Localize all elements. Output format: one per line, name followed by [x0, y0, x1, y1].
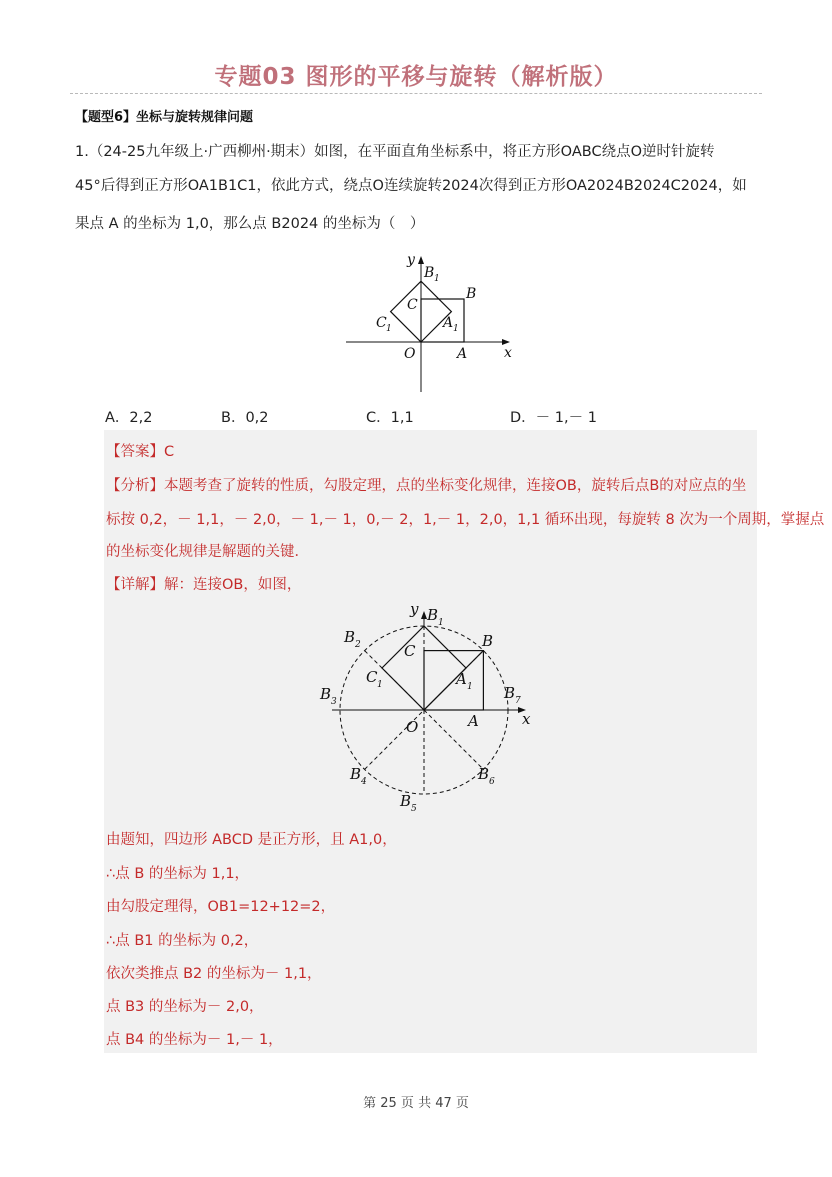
label-b4-sub: 4: [361, 777, 367, 787]
analysis-line-1: 【分析】本题考查了旋转的性质，勾股定理，点的坐标变化规律，连接OB，旋转后点B的对应点的坐: [106, 478, 747, 494]
choice-c-letter: C．: [366, 410, 391, 426]
label-a1-sub: 1: [453, 324, 459, 334]
label-b: B: [466, 286, 477, 302]
step-line-6: 点 B3 的坐标为－ 2,0，: [106, 999, 264, 1015]
label-b4: B: [350, 765, 362, 783]
step-line-3: 由勾股定理得，OB1=12+12=2，: [106, 899, 336, 915]
label-a: A: [457, 346, 468, 362]
step-line-7: 点 B4 的坐标为－ 1,－ 1，: [106, 1032, 283, 1048]
choice-c-text: 1,1: [390, 410, 414, 426]
label-y: y: [410, 600, 419, 618]
label-b7: B: [504, 684, 516, 702]
label-b2: B: [344, 628, 356, 646]
choice-a-text: 2,2: [129, 410, 153, 426]
label-c1-sub: 1: [386, 324, 392, 334]
label-c1: C: [366, 668, 378, 686]
choice-b-text: 0,2: [245, 410, 269, 426]
analysis-line-2: 标按 0,2，－ 1,1，－ 2,0，－ 1,－ 1，0,－ 2，1,－ 1，2,0，1,1 循环出现，每旋转 8 次为一个周期，掌握点: [106, 512, 825, 528]
step-line-1: 由题知，四边形 ABCD 是正方形，且 A1,0，: [106, 832, 397, 848]
label-b5: B: [400, 792, 412, 810]
choice-a-letter: A．: [105, 410, 130, 426]
y-axis-arrow: [418, 256, 424, 264]
label-b3: B: [320, 685, 332, 703]
label-b7-sub: 7: [515, 696, 521, 706]
solution-figure: [318, 598, 548, 818]
label-a1: A: [443, 315, 454, 331]
label-c1: C: [376, 315, 387, 331]
step-line-5: 依次类推点 B2 的坐标为－ 1,1，: [106, 966, 322, 982]
question-figure: [340, 246, 540, 396]
label-o: O: [404, 346, 416, 362]
question-line-2: 45°后得到正方形OA1B1C1，依此方式，绕点O连续旋转2024次得到正方形OA2024B2024C2024，如: [75, 178, 747, 194]
title-divider: [70, 93, 762, 94]
page-footer: 第 25 页 共 47 页: [363, 1096, 469, 1111]
label-b6: B: [478, 765, 490, 783]
detail-line: 【详解】解：连接OB，如图，: [106, 577, 302, 593]
label-b1-sub: 1: [438, 618, 444, 628]
label-b1: B: [424, 265, 435, 281]
section-heading: 【题型6】坐标与旋转规律问题: [75, 110, 254, 125]
label-x: x: [522, 710, 531, 728]
label-y: y: [407, 252, 415, 268]
choice-a: [105, 406, 152, 427]
label-a: A: [468, 712, 479, 730]
label-b2-sub: 2: [355, 640, 361, 650]
label-c1-sub: 1: [377, 680, 383, 690]
label-o: O: [406, 718, 419, 736]
label-b6-sub: 6: [489, 777, 495, 787]
label-b: B: [482, 632, 494, 650]
question-line-1: 1.（24-25九年级上·广西柳州·期末）如图，在平面直角坐标系中，将正方形OABC绕点O逆时针旋转: [75, 144, 715, 160]
label-c: C: [407, 297, 418, 313]
step-line-4: ∴点 B1 的坐标为 0,2，: [106, 933, 259, 949]
label-a1-sub: 1: [467, 682, 473, 692]
segment-ob: [424, 651, 483, 710]
choice-d-text: － 1,－ 1: [535, 410, 597, 426]
label-a1: A: [456, 670, 467, 688]
choice-b-letter: B．: [221, 410, 246, 426]
label-c: C: [404, 642, 416, 660]
page-title: 专题03 图形的平移与旋转（解析版）: [214, 64, 618, 90]
step-line-2: ∴点 B 的坐标为 1,1，: [106, 866, 250, 882]
choice-d-letter: D．: [510, 410, 536, 426]
choice-d: [510, 406, 597, 427]
label-x: x: [504, 345, 512, 361]
label-b3-sub: 3: [331, 697, 337, 707]
answer-line: 【答案】C: [106, 444, 175, 460]
choice-b: [221, 406, 269, 427]
label-b1-sub: 1: [434, 274, 440, 284]
question-line-3: 果点 A 的坐标为 1,0，那么点 B2024 的坐标为（ ）: [75, 216, 425, 232]
label-b5-sub: 5: [411, 804, 417, 814]
choice-c: [366, 406, 414, 427]
analysis-line-3: 的坐标变化规律是解题的关键．: [106, 544, 309, 560]
label-b1: B: [427, 606, 439, 624]
